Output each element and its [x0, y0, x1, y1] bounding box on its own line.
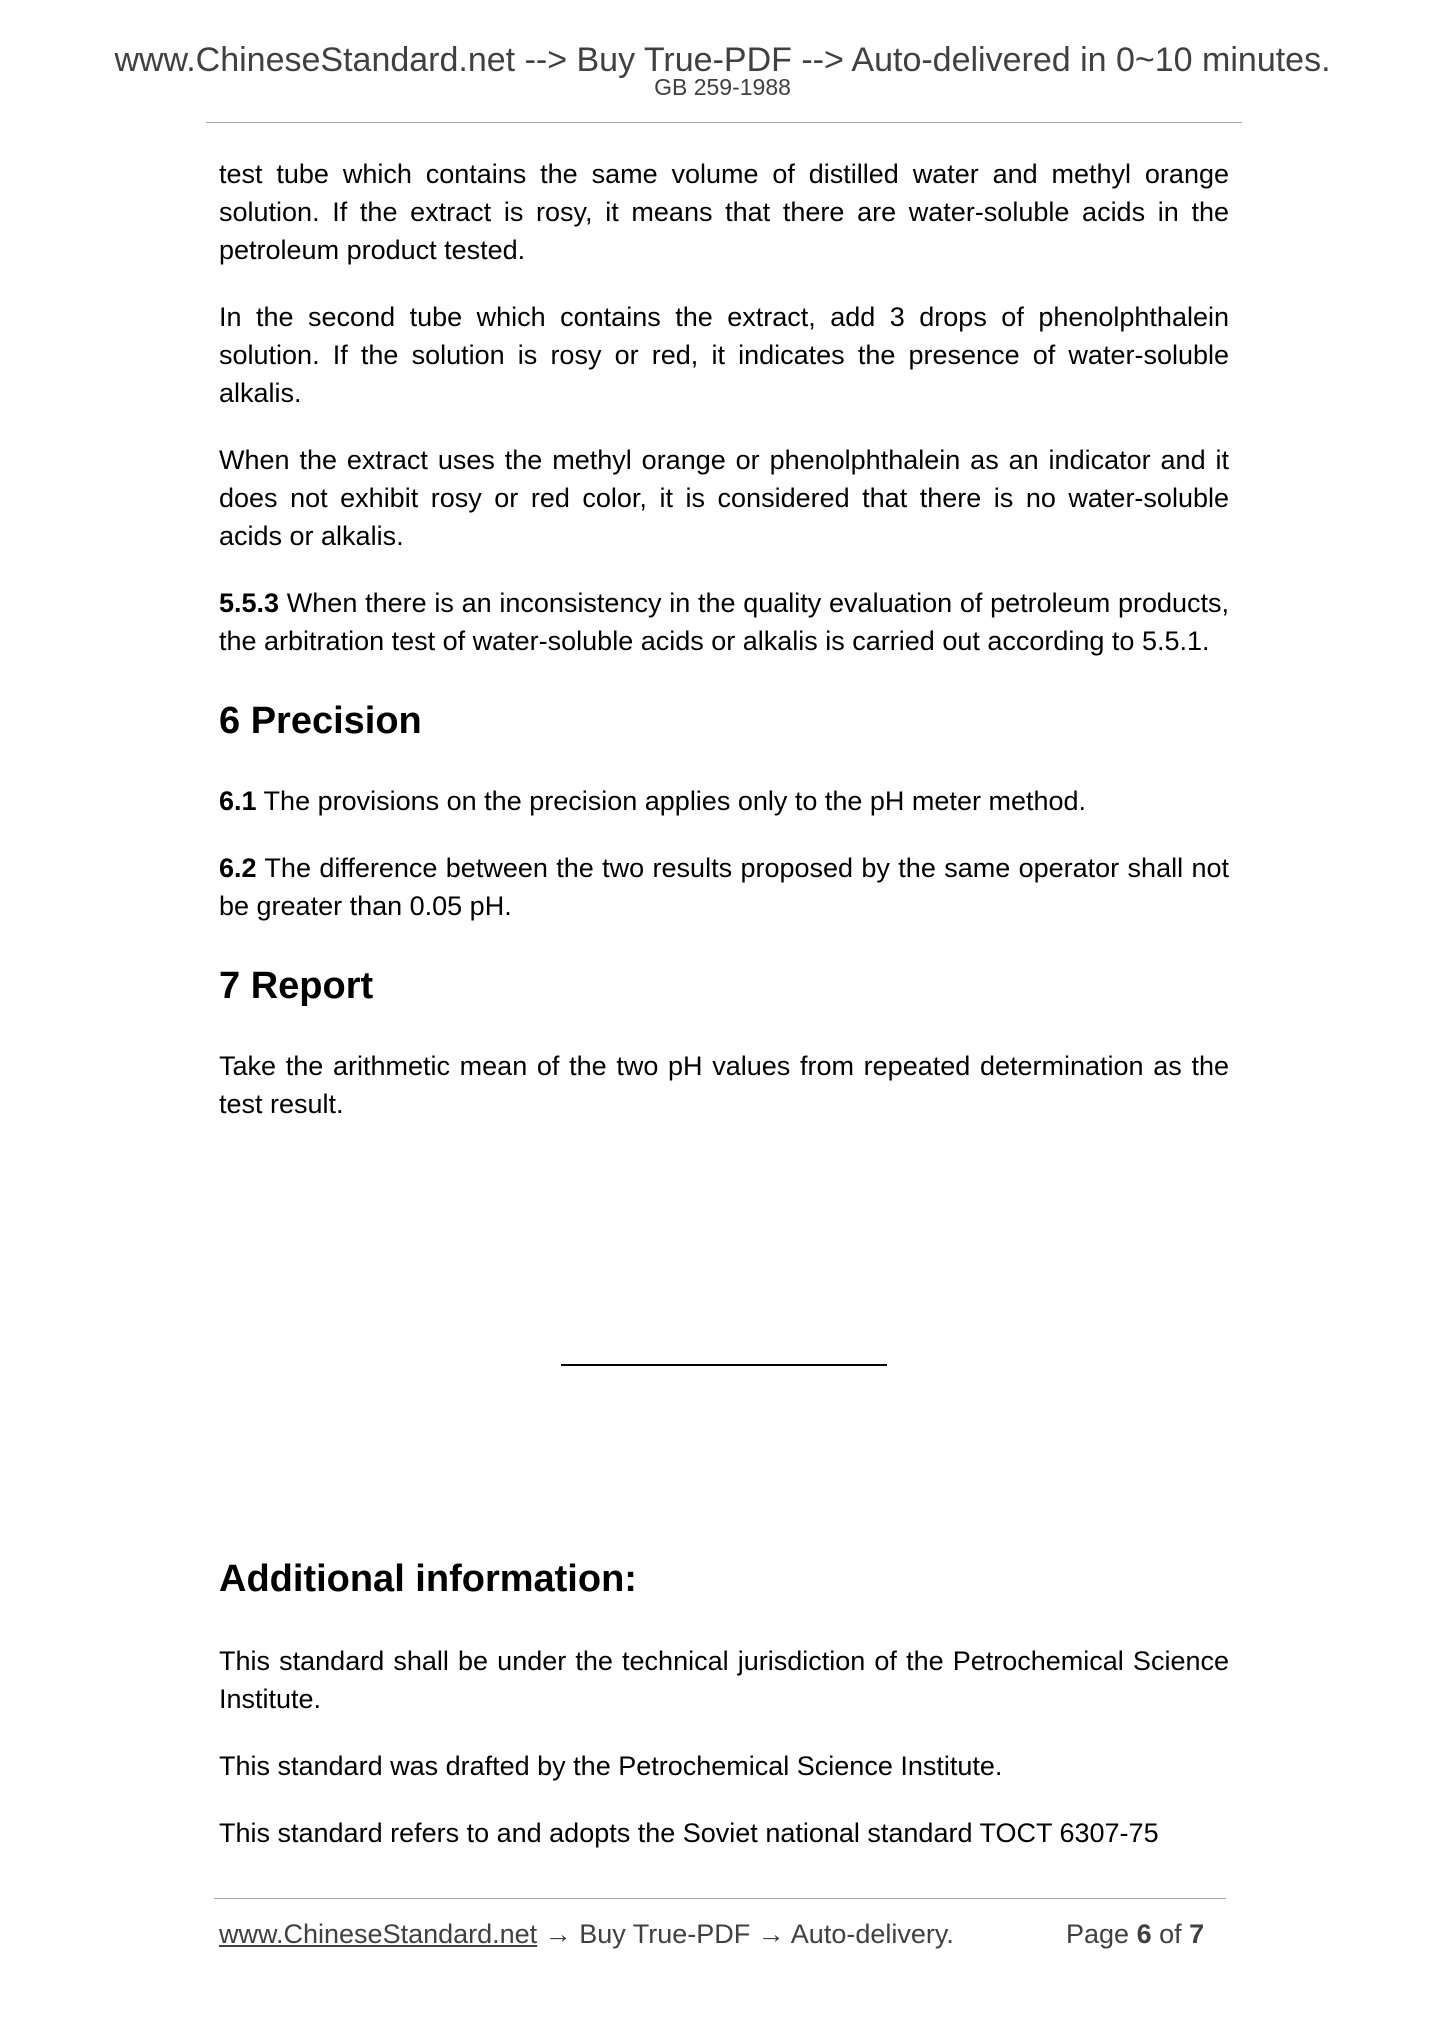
paragraph-no-acids-alkalis: When the extract uses the methyl orange or phenolphthalein as an indicator and it does not exhibit rosy or red color, it is considered that there is no water-soluble acids or alkalis. [219, 445, 1229, 551]
page-label: Page [1066, 1919, 1130, 1949]
header-banner: www.ChineseStandard.net --> Buy True-PDF --> Auto-delivered in 0~10 minutes. [114, 41, 1331, 79]
clause-6-1 [219, 782, 1229, 820]
page-total: 7 [1189, 1919, 1205, 1949]
additional-paragraph-drafted: This standard was drafted by the Petrochemical Science Institute. [219, 1751, 1003, 1781]
clause-number: 5.5.3 [219, 588, 280, 618]
footer-divider [214, 1898, 1226, 1899]
page-number [1066, 1918, 1204, 1950]
section-heading-report: 7 Report [219, 965, 374, 1007]
footer-buy-text: Buy True-PDF [579, 1919, 751, 1949]
additional-information [219, 1556, 1229, 1881]
clause-number: 6.1 [219, 786, 257, 816]
footer-delivery-text: Auto-delivery. [790, 1919, 954, 1949]
page-current: 6 [1136, 1919, 1152, 1949]
document-code: GB 259-1988 [654, 74, 791, 100]
section-heading-precision: 6 Precision [219, 700, 422, 742]
paragraph-phenolphthalein: In the second tube which contains the extract, add 3 drops of phenolphthalein solution. If the solution is rosy or red, it indicates the presence of water-soluble alkalis. [219, 302, 1229, 408]
clause-number: 6.2 [219, 853, 257, 883]
clause-text: The provisions on the precision applies only to the pH meter method. [256, 786, 1087, 816]
main-content [219, 155, 1229, 1152]
additional-paragraph-jurisdiction: This standard shall be under the technical jurisdiction of the Petrochemical Science Institute. [219, 1646, 1229, 1714]
clause-text: The difference between the two results proposed by the same operator shall not be greater than 0.05 pH. [219, 853, 1229, 921]
clause-text: When there is an inconsistency in the quality evaluation of petroleum products, the arbitration test of water-soluble acids or alkalis is carried out according to 5.5.1. [219, 588, 1229, 656]
additional-information-heading: Additional information: [219, 1558, 637, 1600]
paragraph-methyl-orange: test tube which contains the same volume of distilled water and methyl orange solution. If the extract is rosy, it means that there are water-soluble acids in the petroleum product tested. [219, 159, 1229, 265]
arrow-icon: → [544, 1919, 572, 1949]
arrow-icon: → [757, 1919, 785, 1949]
end-of-standard-rule [561, 1364, 887, 1366]
header-divider [206, 122, 1242, 123]
report-paragraph: Take the arithmetic mean of the two pH values from repeated determination as the test result. [219, 1051, 1229, 1119]
of-label: of [1159, 1919, 1182, 1949]
clause-5-5-3 [219, 584, 1229, 660]
footer-site-link[interactable]: www.ChineseStandard.net [219, 1919, 538, 1949]
clause-6-2 [219, 849, 1229, 925]
additional-paragraph-adopts: This standard refers to and adopts the Soviet national standard TOCT 6307-75 [219, 1818, 1159, 1848]
footer-links [219, 1918, 954, 1950]
